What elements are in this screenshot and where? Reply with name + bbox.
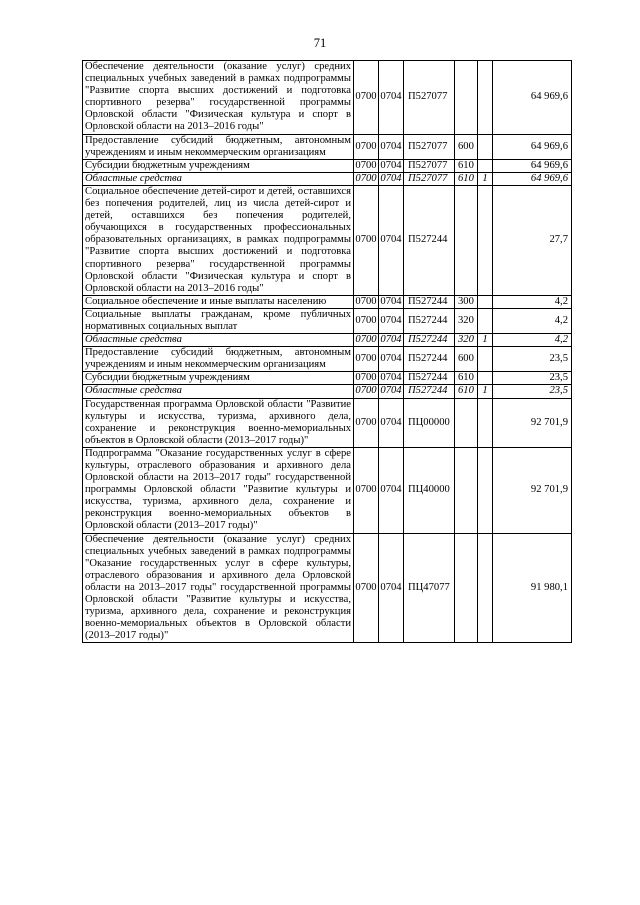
section-code: 0700 [354, 347, 379, 372]
subsection-code: 0704 [380, 159, 402, 171]
row-description: Социальное обеспечение и иные выплаты населению [83, 295, 354, 308]
amount: 4,2 [493, 308, 572, 333]
target-article-code: П527244 [404, 334, 455, 347]
expense-type-code: 320 [455, 308, 478, 333]
table-row [83, 533, 572, 643]
row-description: Обеспечение деятельности (оказание услуг) средних специальных учебных заведений в рамках подпрограммы "Оказание государственных услуг в сфере культуры, отраслевого образования и архивного дела Орловской области на 2013–2017 годы" государственной программы Орловской области "Развитие культуры и искусства, туризма, архивного дела, сохранение и реконструкция военно-мемориальных объектов в Орловской области (2013–2017 годы)" [83, 533, 354, 643]
amount: 64 969,6 [493, 61, 572, 135]
section-code: 0700 [354, 61, 379, 135]
target-article-code: П527077 [404, 61, 455, 135]
target-article-code: П527244 [404, 385, 455, 398]
amount: 23,5 [493, 372, 572, 385]
amount: 23,5 [493, 385, 572, 398]
target-article-code: П527077 [404, 134, 455, 159]
funding-source-code [478, 185, 493, 295]
target-article-code: П527244 [404, 308, 455, 333]
target-article-code: П527244 [404, 347, 455, 372]
funding-source-code [478, 372, 493, 385]
subsection-code: 0704 [379, 347, 404, 372]
section-code: 0700 [355, 334, 377, 346]
row-description: Областные средства [83, 385, 354, 398]
table-row [83, 334, 572, 347]
row-description: Социальное обеспечение детей-сирот и детей, оставшихся без попечения родителей, лиц из числа детей-сирот и детей, оставшихся без попечения родителей, обучающихся в государственных профессиональных образовательных организациях, в рамках подпрограммы "Развитие спорта высших достижений и подготовка спортивного резерва" государственной программы Орловской области "Физическая культура и спорт в Орловской области на 2013–2016 годы" [83, 185, 354, 295]
target-article-code: ПЦ00000 [404, 398, 455, 447]
expense-type-code [455, 185, 478, 295]
expense-type-code [455, 447, 478, 533]
amount: 4,2 [493, 295, 572, 308]
amount: 23,5 [493, 347, 572, 372]
funding-source-code [478, 447, 493, 533]
subsection-code: 0704 [380, 372, 402, 384]
target-article-code: П527244 [404, 295, 455, 308]
funding-source-code: 1 [478, 385, 493, 398]
expense-type-code [455, 398, 478, 447]
amount: 92 701,9 [493, 447, 572, 533]
table-row [83, 308, 572, 333]
target-article-code: П527244 [404, 185, 455, 295]
amount: 64 969,6 [493, 172, 572, 185]
subsection-code: 0704 [379, 447, 404, 533]
table-row [83, 61, 572, 135]
amount: 92 701,9 [493, 398, 572, 447]
page-number: 71 [313, 36, 327, 50]
amount: 91 980,1 [493, 533, 572, 643]
section-code: 0700 [354, 447, 379, 533]
funding-source-code: 1 [478, 334, 493, 347]
section-code: 0700 [355, 385, 377, 397]
expense-type-code: 610 [455, 159, 478, 172]
row-description: Областные средства [83, 172, 354, 185]
table-row [83, 172, 572, 185]
subsection-code: 0704 [379, 134, 404, 159]
table-row [83, 159, 572, 172]
expense-type-code: 610 [455, 385, 478, 398]
funding-source-code [478, 134, 493, 159]
subsection-code: 0704 [380, 295, 402, 307]
section-code: 0700 [355, 295, 377, 307]
funding-source-code: 1 [478, 172, 493, 185]
section-code: 0700 [355, 172, 377, 184]
subsection-code: 0704 [380, 172, 402, 184]
expense-type-code: 610 [455, 372, 478, 385]
section-code: 0700 [354, 134, 379, 159]
table-row [83, 185, 572, 295]
expense-type-code [455, 61, 478, 135]
amount: 27,7 [493, 185, 572, 295]
row-description: Обеспечение деятельности (оказание услуг) средних специальных учебных заведений в рамках подпрограммы "Развитие спорта высших достижений и подготовка спортивного резерва" государственной программы Орловской области "Физическая культура и спорт в Орловской области на 2013–2016 годы" [83, 61, 354, 135]
subsection-code: 0704 [379, 185, 404, 295]
subsection-code: 0704 [379, 308, 404, 333]
amount: 4,2 [493, 334, 572, 347]
table-row [83, 347, 572, 372]
section-code: 0700 [355, 159, 377, 171]
funding-source-code [478, 61, 493, 135]
subsection-code: 0704 [379, 61, 404, 135]
row-description: Областные средства [83, 334, 354, 347]
expense-type-code: 600 [455, 134, 478, 159]
amount: 64 969,6 [493, 134, 572, 159]
row-description: Социальные выплаты гражданам, кроме публичных нормативных социальных выплат [83, 308, 354, 333]
funding-source-code [478, 295, 493, 308]
expense-type-code: 320 [455, 334, 478, 347]
budget-table [82, 60, 572, 643]
subsection-code: 0704 [380, 385, 402, 397]
table-row [83, 295, 572, 308]
row-description: Предоставление субсидий бюджетным, автономным учреждениям и иным некоммерческим организациям [83, 347, 354, 372]
row-description: Субсидии бюджетным учреждениям [83, 159, 354, 172]
table-row [83, 134, 572, 159]
row-description: Государственная программа Орловской области "Развитие культуры и искусства, туризма, архивного дела, сохранение и реконструкция военно-мемориальных объектов в Орловской области (2013–2017 годы)" [83, 398, 354, 447]
target-article-code: П527077 [404, 159, 455, 172]
expense-type-code [455, 533, 478, 643]
target-article-code: П527077 [404, 172, 455, 185]
expense-type-code: 600 [455, 347, 478, 372]
table-row [83, 398, 572, 447]
target-article-code: ПЦ47077 [404, 533, 455, 643]
funding-source-code [478, 308, 493, 333]
funding-source-code [478, 533, 493, 643]
table-row [83, 447, 572, 533]
section-code: 0700 [354, 308, 379, 333]
subsection-code: 0704 [380, 334, 402, 346]
target-article-code: П527244 [404, 372, 455, 385]
subsection-code: 0704 [379, 398, 404, 447]
target-article-code: ПЦ40000 [404, 447, 455, 533]
table-row [83, 372, 572, 385]
section-code: 0700 [354, 398, 379, 447]
row-description: Подпрограмма "Оказание государственных услуг в сфере культуры, отраслевого образования и архивного дела Орловской области на 2013–2017 годы" государственной программы Орловской области "Развитие культуры и искусства, туризма, архивного дела, сохранение и реконструкция военно-мемориальных объектов в Орловской области (2013–2017 годы)" [83, 447, 354, 533]
expense-type-code: 300 [455, 295, 478, 308]
table-row [83, 385, 572, 398]
funding-source-code [478, 347, 493, 372]
section-code: 0700 [355, 372, 377, 384]
subsection-code: 0704 [379, 533, 404, 643]
expense-type-code: 610 [455, 172, 478, 185]
section-code: 0700 [354, 185, 379, 295]
row-description: Субсидии бюджетным учреждениям [83, 372, 354, 385]
amount: 64 969,6 [493, 159, 572, 172]
funding-source-code [478, 398, 493, 447]
section-code: 0700 [354, 533, 379, 643]
funding-source-code [478, 159, 493, 172]
row-description: Предоставление субсидий бюджетным, автономным учреждениям и иным некоммерческим организациям [83, 134, 354, 159]
